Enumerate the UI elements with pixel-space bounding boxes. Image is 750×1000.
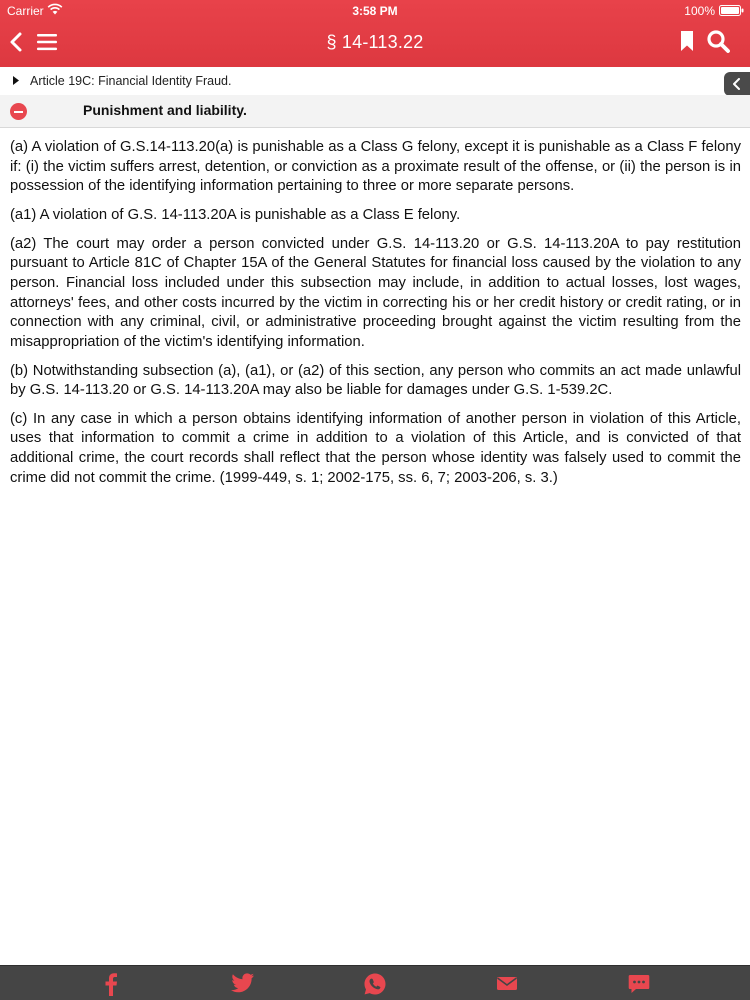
status-bar xyxy=(0,0,750,22)
navigation-bar xyxy=(0,22,750,67)
app-header xyxy=(0,0,750,67)
breadcrumb[interactable] xyxy=(0,67,750,95)
paragraph-a2: (a2) The court may order a person convicted under G.S. 14-113.20 or G.S. 14-113.20A to pay restitution pursuant to Article 81C of Chapter 15A of the General Statutes for financial loss caused by the violation to any person. Financial loss included under this subsection may include, in addition to actual losses, lost wages, attorneys' fees, and other costs incurred by the victim in correcting his or her credit history or credit rating, or in connection with any criminal, civil, or administrative proceeding brought against the victim resulting from the misappropriation of the victim's identifying information. xyxy=(10,235,741,350)
message-icon xyxy=(627,972,651,996)
section-title: Punishment and liability. xyxy=(83,102,247,118)
email-share-button[interactable] xyxy=(496,972,518,996)
whatsapp-share-button[interactable] xyxy=(363,972,387,996)
search-icon[interactable] xyxy=(706,29,730,53)
paragraph-a1: (a1) A violation of G.S. 14-113.20A is punishable as a Class E felony. xyxy=(10,206,461,223)
whatsapp-icon xyxy=(363,972,387,996)
section-header xyxy=(0,95,750,128)
statute-text xyxy=(10,138,741,497)
caret-right-icon xyxy=(13,76,19,85)
chevron-left-icon xyxy=(732,78,742,90)
paragraph-c: (c) In any case in which a person obtains identifying information of another person in violation of this Article, uses that information to commit a crime in addition to a violation of this Article, and is convicted of that additional crime, the court records shall reflect that the person whose identity was falsely used to commit the crime did not commit the crime. (1999-449, s. 1; 2002-175, ss. 6, 7; 2003-206, s. 3.) xyxy=(10,410,741,486)
collapse-section-icon[interactable] xyxy=(10,103,27,120)
clock: 3:58 PM xyxy=(352,4,398,18)
email-icon xyxy=(496,972,518,994)
twitter-share-button[interactable] xyxy=(231,972,255,996)
facebook-share-button[interactable] xyxy=(104,972,118,996)
page-title: § 14-113.22 xyxy=(326,32,424,52)
message-share-button[interactable] xyxy=(627,972,651,996)
battery-percentage: 100% xyxy=(684,4,715,18)
twitter-icon xyxy=(231,972,255,994)
battery-icon xyxy=(719,5,744,16)
paragraph-a: (a) A violation of G.S.14-113.20(a) is punishable as a Class G felony, except it is punishable as a Class F felony if: (i) the victim suffers arrest, detention, or conviction as a proximate result of the offense, or (ii) the person is in possession of the identifying information pertaining to three or more separate persons. xyxy=(10,139,741,195)
bookmark-icon[interactable] xyxy=(680,30,694,52)
share-toolbar xyxy=(0,965,750,1000)
carrier-label: Carrier xyxy=(7,4,44,18)
breadcrumb-article-label: Article 19C: Financial Identity Fraud. xyxy=(30,74,232,88)
paragraph-b: (b) Notwithstanding subsection (a), (a1), or (a2) of this section, any person who commits an act made unlawful by G.S. 14-113.20 or G.S. 14-113.20A may also be liable for damages under G.S. 1-539.2C. xyxy=(10,362,741,399)
collapse-panel-button[interactable] xyxy=(724,72,750,96)
facebook-icon xyxy=(104,972,118,996)
